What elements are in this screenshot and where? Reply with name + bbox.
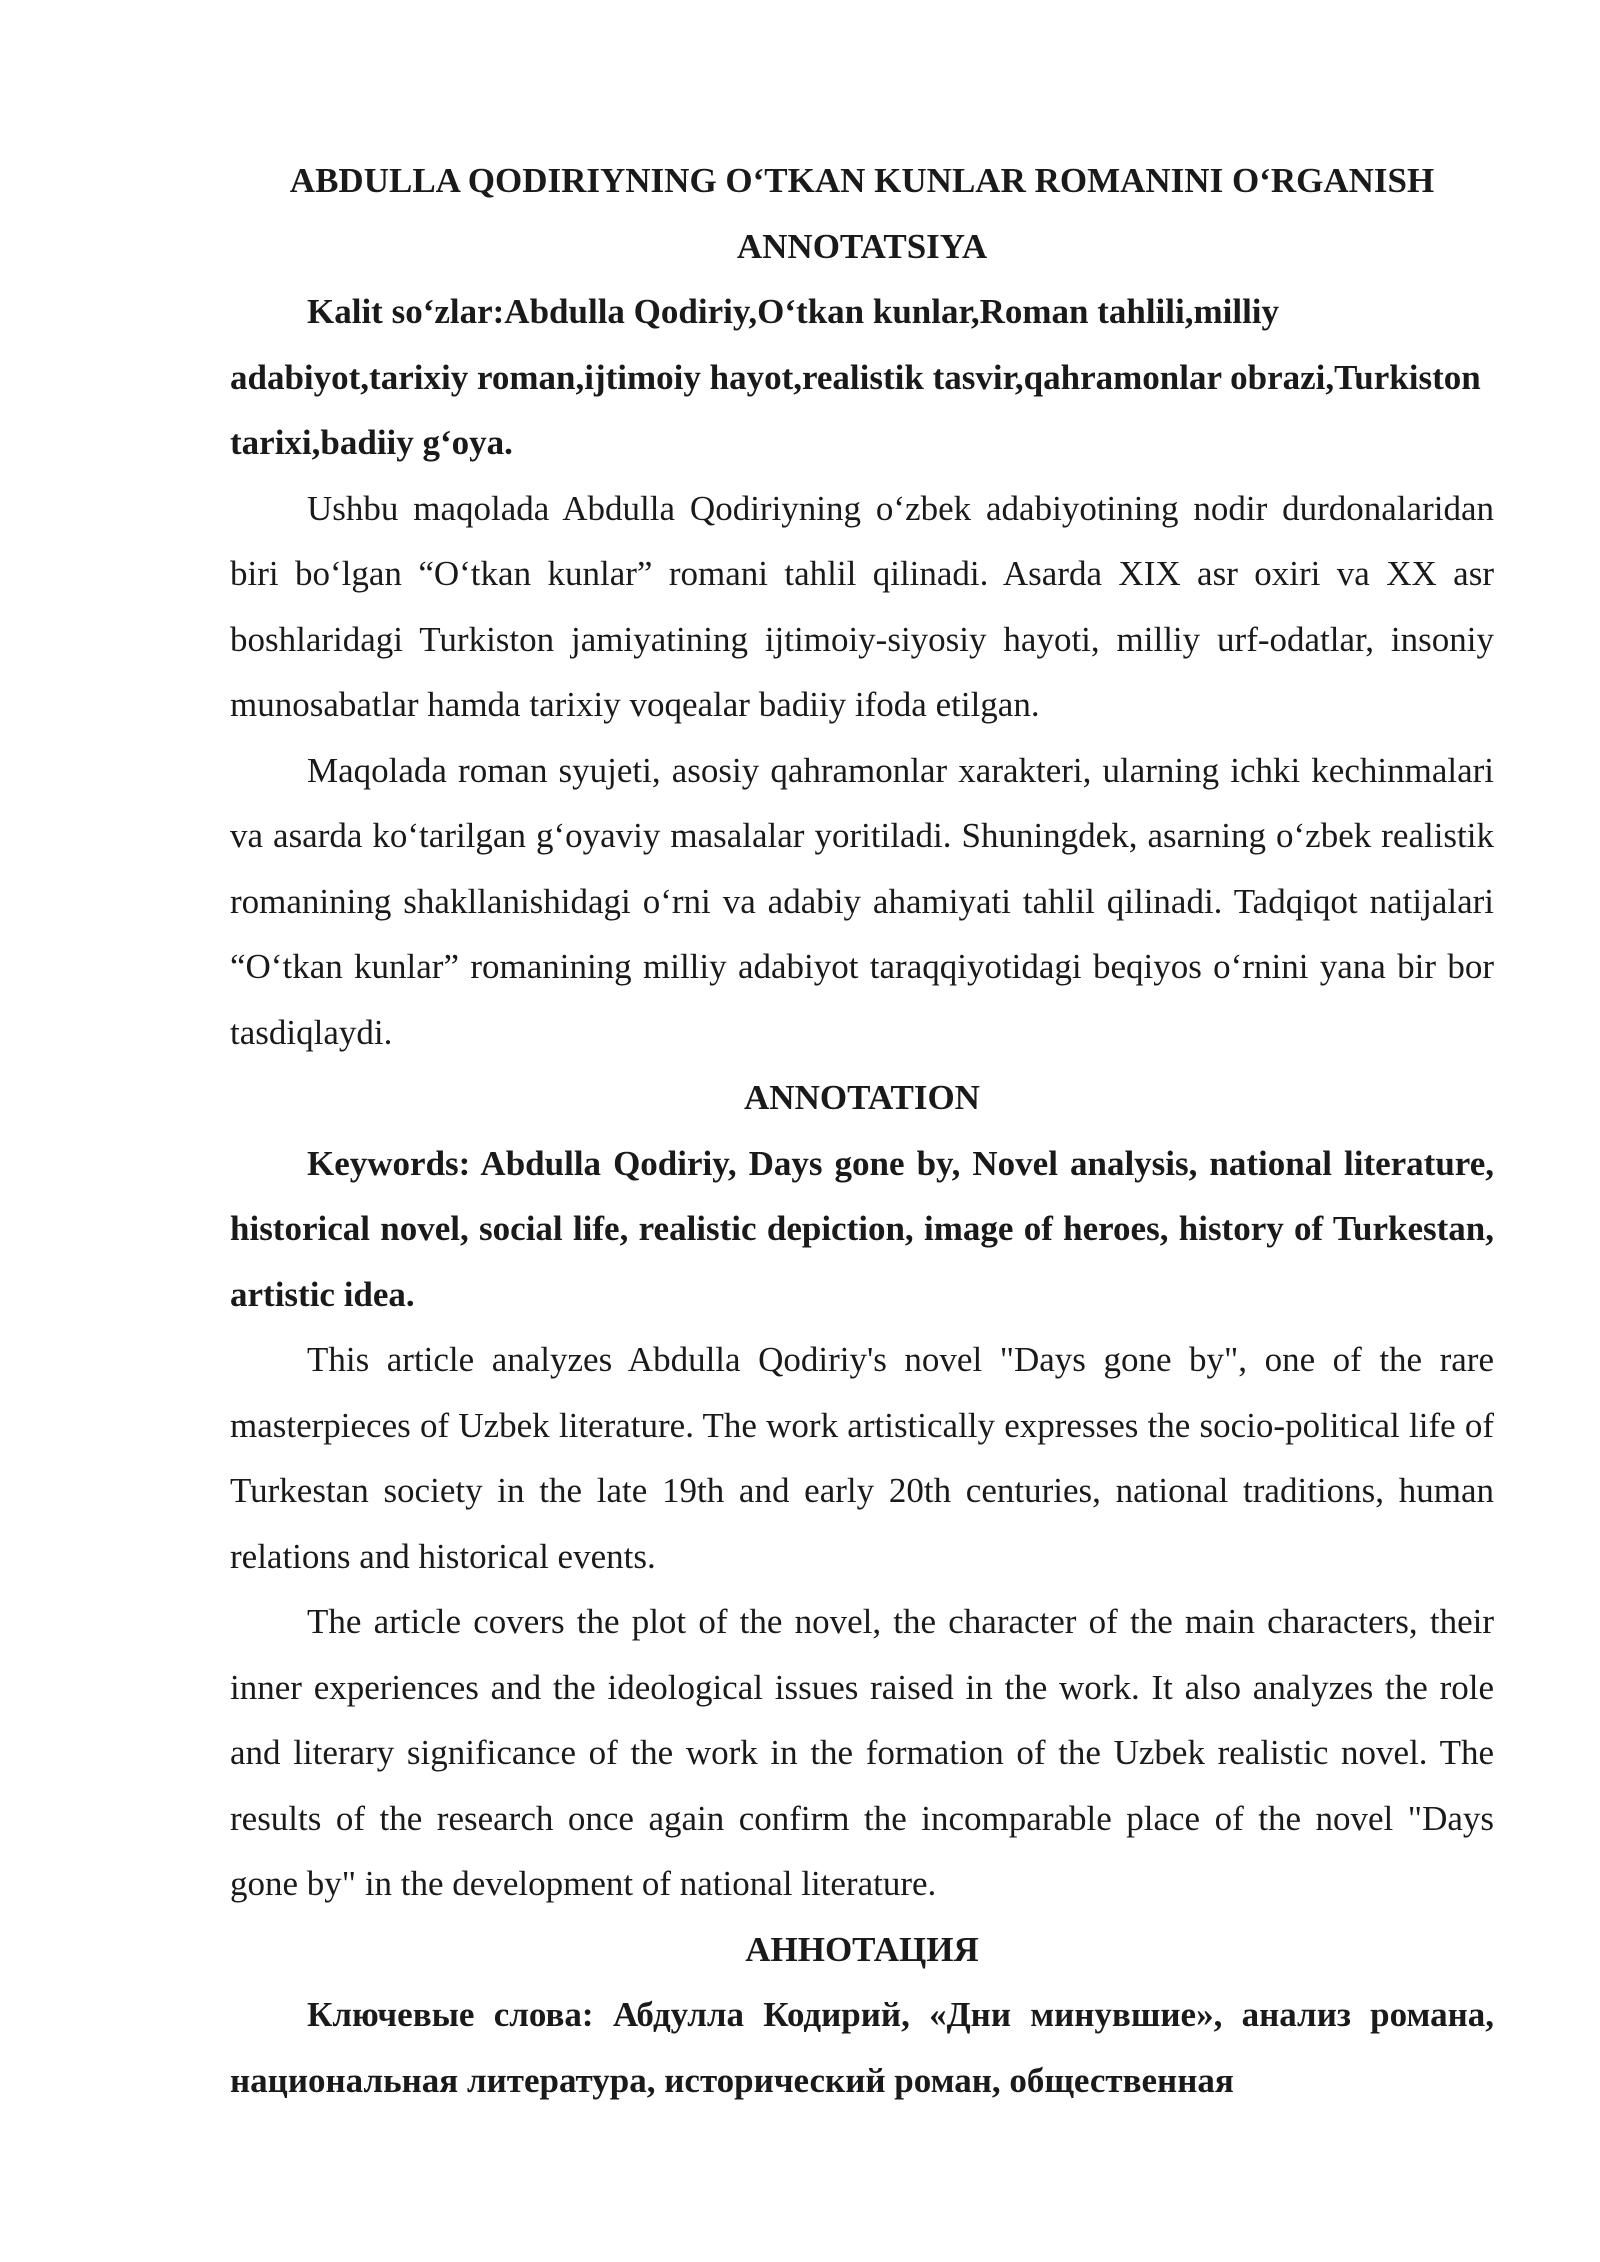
uz-paragraph-2: Maqolada roman syujeti, asosiy qahramonlar xarakteri, ularning ichki kechinmalari va asarda ko‘tarilgan g‘oyaviy masalalar yoritiladi. Shuningdek, asarning o‘zbek realistik romanining shakllanishidagi o‘rni va adabiy ahamiyati tahlil qilinadi. Tadqiqot natijalari “O‘tkan kunlar” romanining milliy adabiyot taraqqiyotidagi beqiyos o‘rnini yana bir bor tasdiqlaydi.: [230, 750, 1494, 1052]
en-annotation-heading: ANNOTATION: [744, 1078, 980, 1117]
document-title: ABDULLA QODIRIYNING O‘TKAN KUNLAR ROMANINI O‘RGANISH: [289, 161, 1435, 200]
document-page: [230, 148, 1494, 2113]
uz-paragraph-1: Ushbu maqolada Abdulla Qodiriyning o‘zbek adabiyotining nodir durdonalaridan biri bo‘lgan “O‘tkan kunlar” romani tahlil qilinadi. Asarda XIX asr oxiri va XX asr boshlaridagi Turkiston jamiyatining ijtimoiy-siyosiy hayoti, milliy urf-odatlar, insoniy munosabatlar hamda tarixiy voqealar badiiy ifoda etilgan.: [230, 488, 1494, 724]
en-paragraph-1: This article analyzes Abdulla Qodiriy's novel "Days gone by", one of the rare masterpieces of Uzbek literature. The work artistically expresses the socio-political life of Turkestan society in the late 19th and early 20th centuries, national traditions, human relations and historical events.: [230, 1340, 1494, 1576]
en-keywords: Keywords: Abdulla Qodiriy, Days gone by, Novel analysis, national literature, historical novel, social life, realistic depiction, image of heroes, history of Turkestan, artistic idea.: [230, 1143, 1494, 1314]
ru-keywords: Ключевые слова: Абдулла Кодирий, «Дни минувшие», анализ романа, национальная литература, исторический роман, общественная: [230, 1995, 1494, 2100]
en-paragraph-2: The article covers the plot of the novel, the character of the main characters, their inner experiences and the ideological issues raised in the work. It also analyzes the role and literary significance of the work in the formation of the Uzbek realistic novel. The results of the research once again confirm the incomparable place of the novel "Days gone by" in the development of national literature.: [230, 1602, 1494, 1903]
ru-annotation-heading: АННОТАЦИЯ: [745, 1929, 979, 1969]
uz-annotation-heading: ANNOTATSIYA: [736, 226, 988, 266]
uz-keywords: Kalit so‘zlar:Abdulla Qodiriy,O‘tkan kunlar,Roman tahlili,milliy adabiyot,tarixiy roman,ijtimoiy hayot,realistik tasvir,qahramonlar obrazi,Turkiston tarixi,badiiy g‘oya.: [230, 292, 1481, 462]
